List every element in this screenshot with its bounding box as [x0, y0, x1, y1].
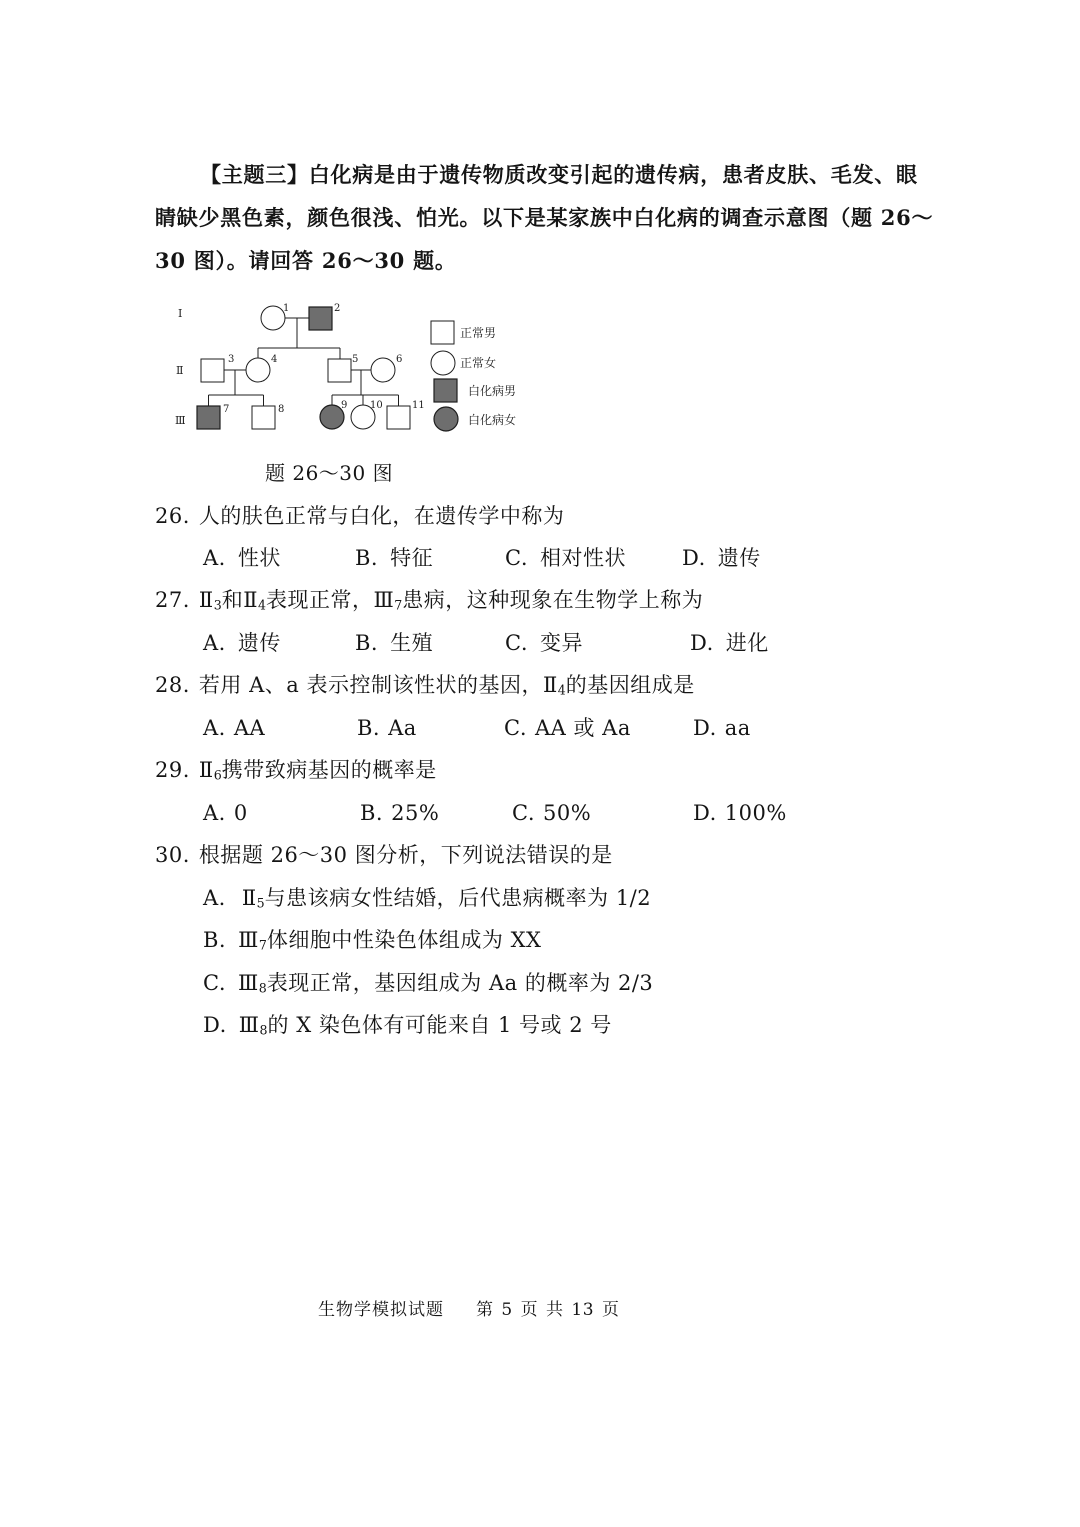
option-label: D.: [203, 1013, 227, 1037]
individual-1-label: 1: [283, 303, 290, 314]
stem-text: 根据题 26～30 图分析，下列说法错误的是: [198, 843, 613, 867]
individual-2-label: 2: [334, 303, 341, 314]
option-subscript: 5: [256, 895, 265, 911]
generation-label-ii: Ⅱ: [176, 364, 184, 377]
option-label: D.: [693, 801, 717, 825]
option-text: 表现正常，基因组成为 Aa 的概率为 2/3: [266, 971, 654, 995]
option-label: B.: [360, 801, 384, 825]
option-text: Ⅲ: [238, 1013, 260, 1037]
stem-text: 表现正常，: [266, 588, 374, 612]
option-text: Ⅲ: [238, 971, 259, 995]
footer-page-number: 第 5 页 共 13 页: [476, 1300, 620, 1320]
footer-subject: 生物学模拟试题: [318, 1300, 444, 1320]
stem-text: Ⅱ: [198, 758, 214, 782]
stem-subscript: 4: [257, 597, 266, 613]
legend-normal-female-symbol: [431, 351, 455, 375]
question-28-option-b: [357, 716, 417, 740]
intro-line-3: 30 图）。请回答 26～30 题。: [155, 248, 457, 273]
question-26-stem: [155, 504, 564, 528]
question-30-stem: [155, 843, 613, 867]
option-label: C.: [505, 631, 528, 655]
stem-subscript: 6: [213, 767, 222, 783]
stem-subscript: 3: [213, 597, 222, 613]
option-text: aa: [724, 716, 751, 740]
stem-text: Ⅲ: [373, 588, 395, 612]
option-label: B.: [357, 716, 381, 740]
option-text: AA 或 Aa: [535, 716, 631, 740]
legend-normal-male-label: 正常男: [460, 326, 497, 340]
legend-affected-female-label: 白化病女: [468, 413, 517, 427]
question-28-stem: [155, 673, 695, 697]
option-label: C.: [203, 971, 226, 995]
question-30-option-b: [203, 928, 541, 952]
question-29-option-c: [512, 801, 591, 825]
generation-label-i: Ⅰ: [178, 307, 183, 320]
question-30-option-c: [203, 971, 653, 995]
stem-text: 和: [221, 588, 244, 612]
stem-text: Ⅱ: [243, 588, 258, 612]
question-number: 28.: [155, 673, 190, 697]
option-text: 0: [233, 801, 248, 825]
question-28-option-c: [504, 716, 631, 740]
question-number: 29.: [155, 758, 190, 782]
question-29-option-d: [693, 801, 787, 825]
option-text: 相对性状: [540, 546, 626, 570]
question-27-option-b: [355, 631, 433, 655]
individual-8-symbol: [252, 406, 275, 429]
legend-normal-female-label: 正常女: [460, 356, 497, 370]
option-text: 体细胞中性染色体组成为 XX: [266, 928, 542, 952]
option-label: D.: [682, 546, 706, 570]
option-label: B.: [355, 631, 379, 655]
individual-3-label: 3: [228, 354, 235, 365]
option-label: A.: [203, 631, 226, 655]
option-label: B.: [203, 928, 227, 952]
individual-6-label: 6: [396, 354, 403, 365]
question-27-option-a: [203, 631, 281, 655]
option-text: 性状: [237, 546, 281, 570]
stem-text: 若用 A、a 表示控制该性状的基因，: [198, 673, 543, 697]
option-text: 100%: [724, 801, 787, 825]
question-29-option-b: [360, 801, 439, 825]
option-text: 生殖: [390, 631, 434, 655]
stem-text: 携带致病基因的概率是: [221, 758, 437, 782]
individual-10-label: 10: [370, 400, 383, 411]
question-number: 27.: [155, 588, 190, 612]
legend-affected-female-symbol: [434, 407, 458, 431]
stem-text: Ⅱ: [542, 673, 558, 697]
individual-4-symbol: [246, 358, 270, 382]
question-26-option-c: [505, 546, 626, 570]
question-28-option-a: [203, 716, 265, 740]
individual-8-label: 8: [278, 404, 285, 415]
legend-normal-male-symbol: [431, 321, 454, 344]
question-26-option-b: [355, 546, 433, 570]
option-subscript: 8: [258, 980, 267, 996]
stem-text: 人的肤色正常与白化，在遗传学中称为: [198, 504, 565, 528]
question-26-option-d: [682, 546, 761, 570]
option-label: C.: [512, 801, 535, 825]
individual-5-symbol: [328, 359, 351, 382]
stem-text: Ⅱ: [198, 588, 214, 612]
individual-4-label: 4: [271, 354, 278, 365]
individual-6-symbol: [371, 358, 395, 382]
question-27-stem: [155, 588, 703, 612]
legend-affected-male-symbol: [434, 379, 457, 402]
individual-5-label: 5: [352, 354, 359, 365]
question-number: 26.: [155, 504, 190, 528]
option-subscript: 8: [259, 1022, 268, 1038]
option-text: 进化: [725, 631, 769, 655]
option-text: 遗传: [717, 546, 761, 570]
stem-subscript: 4: [557, 682, 566, 698]
question-26-option-a: [203, 546, 281, 570]
question-30-option-a: [203, 886, 651, 910]
individual-11-label: 11: [412, 400, 425, 411]
stem-text: 的基因组成是: [565, 673, 695, 697]
question-number: 30.: [155, 843, 190, 867]
individual-7-symbol: [197, 406, 220, 429]
intro-line-2: 睛缺少黑色素，颜色很浅、怕光。以下是某家族中白化病的调查示意图（题 26～: [155, 205, 934, 230]
intro-line-1: 【主题三】白化病是由于遗传物质改变引起的遗传病，患者皮肤、毛发、眼: [200, 162, 918, 187]
individual-3-symbol: [201, 359, 224, 382]
option-subscript: 7: [258, 937, 267, 953]
option-text: Aa: [388, 716, 417, 740]
figure-caption: 题 26～30 图: [265, 461, 394, 485]
individual-1-symbol: [261, 306, 285, 330]
option-label: C.: [505, 546, 528, 570]
question-29-option-a: [203, 801, 248, 825]
option-label: A.: [203, 801, 226, 825]
option-label: D.: [690, 631, 714, 655]
option-label: A.: [203, 546, 226, 570]
option-text: 遗传: [237, 631, 281, 655]
question-29-stem: [155, 758, 437, 782]
option-label: D.: [693, 716, 717, 740]
option-text: 特征: [390, 546, 434, 570]
option-text: Ⅲ: [238, 928, 259, 952]
individual-9-label: 9: [341, 400, 348, 411]
individual-2-symbol: [309, 307, 332, 330]
option-text: AA: [233, 716, 266, 740]
option-label: A.: [203, 716, 226, 740]
option-label: C.: [504, 716, 527, 740]
individual-7-label: 7: [223, 404, 230, 415]
option-text: 与患该病女性结婚，后代患病概率为 1/2: [264, 886, 652, 910]
option-text: Ⅱ: [241, 886, 257, 910]
option-text: 50%: [543, 801, 592, 825]
option-text: 的 X 染色体有可能来自 1 号或 2 号: [267, 1013, 612, 1037]
stem-subscript: 7: [394, 597, 403, 613]
option-text: 变异: [540, 631, 583, 655]
legend-affected-male-label: 白化病男: [468, 384, 517, 398]
pedigree-chart: [170, 295, 530, 440]
generation-label-iii: Ⅲ: [175, 414, 186, 427]
option-label: A.: [203, 886, 226, 910]
question-27-option-d: [690, 631, 769, 655]
question-30-option-d: [203, 1013, 612, 1037]
option-label: B.: [355, 546, 379, 570]
question-28-option-d: [693, 716, 751, 740]
question-27-option-c: [505, 631, 583, 655]
option-text: 25%: [391, 801, 440, 825]
individual-11-symbol: [387, 406, 410, 429]
stem-text: 患病，这种现象在生物学上称为: [402, 588, 704, 612]
